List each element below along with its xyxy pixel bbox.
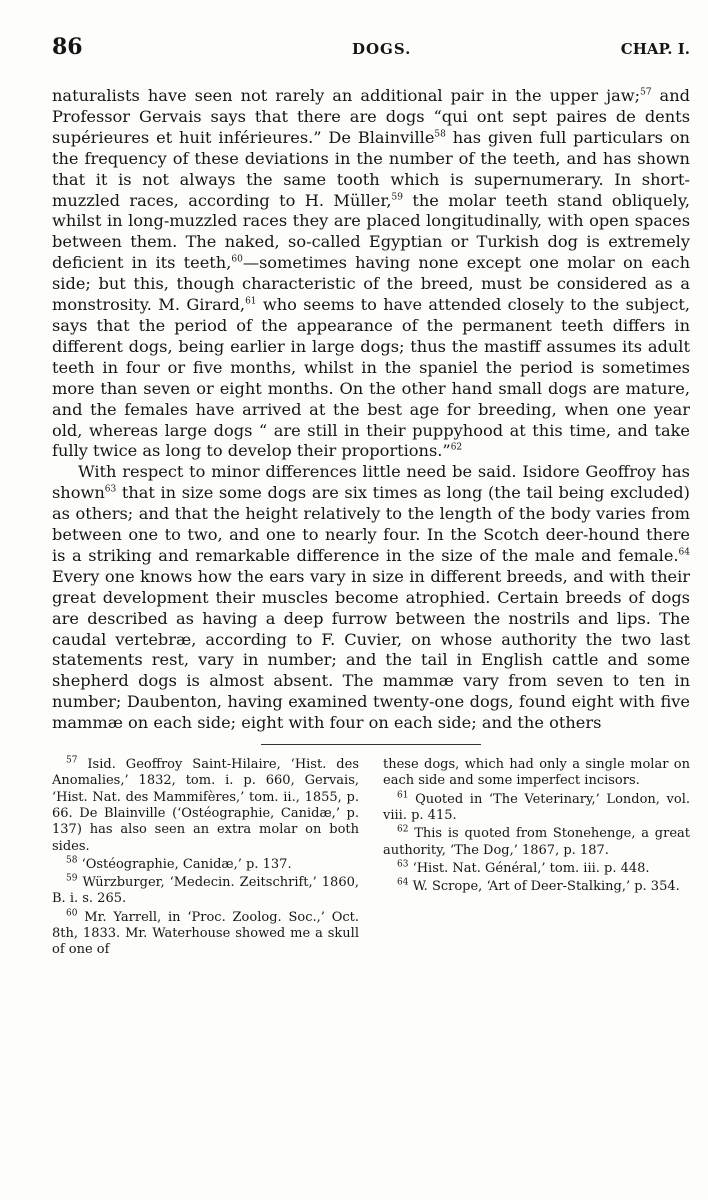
footnote-59 <box>52 875 359 908</box>
footnote-text: W. Scrope, ‘Art of Deer-Stalking,’ p. 354. <box>408 879 680 895</box>
footnote-57 <box>52 757 359 855</box>
footnote-column-left <box>52 757 359 961</box>
footnote-number: 62 <box>397 824 409 835</box>
footnote-text: Mr. Yarrell, in ‘Proc. Zoolog. Soc.,’ Oct. 8th, 1833. Mr. Waterhouse showed me a skull of one of <box>52 909 359 958</box>
text-run: naturalists have seen not rarely an additional pair in the upper jaw; <box>52 86 641 105</box>
main-text <box>52 86 690 734</box>
footnote-ref-60: 60 <box>231 254 243 265</box>
footnote-number: 59 <box>66 873 78 884</box>
footnote-column-right <box>383 757 690 961</box>
footnote-ref-57: 57 <box>640 87 652 98</box>
running-title: DOGS. <box>351 40 412 58</box>
text-run: With respect to minor differences little need be said. Isidore Geoffroy has shown <box>52 462 690 503</box>
footnote-text: Würzburger, ‘Medecin. Zeitschrift,’ 1860, B. i. s. 265. <box>52 875 359 907</box>
text-run: Every one knows how the ears vary in size in different breeds, and with their great development their muscles become atrophied. Certain breeds of dogs are described as having a deep furrow between the nostrils and lips. The caudal vertebræ, according to F. Cuvier, on whose authority the two last statements rest, vary in number; and the tail in English cattle and some shepherd dogs is almost absent. The mammæ vary from seven to ten in number; Daubenton, having examined twenty-one dogs, found eight with five mammæ on each side; eight with four on each side; and the others <box>52 566 690 733</box>
paragraph-1 <box>52 86 690 462</box>
footnote-text: Isid. Geoffroy Saint-Hilaire, ‘Hist. des Anomalies,’ 1832, tom. i. p. 660, Gervais, ‘Hist. Nat. des Mammifères,’ tom. ii., 1855, p. 66. De Blainville (‘Ostéographie, Canidæ,’ p. 137) has also seen an extra molar on both sides. <box>52 757 359 854</box>
footnote-ref-61: 61 <box>245 296 257 307</box>
chapter-label: CHAP. I. <box>620 40 690 58</box>
page-header <box>52 34 690 74</box>
footnote-number: 58 <box>66 855 78 866</box>
text-run: who seems to have attended closely to the subject, says that the period of the appearance of the permanent teeth differs in different dogs, being earlier in large dogs; thus the mastiff assumes its adult teeth in four or five months, whilst in the spaniel the period is sometimes more than seven or eight months. On the other hand small dogs are mature, and the females have arrived at the best age for breeding, when one year old, whereas large dogs “ are still in their puppyhood at this time, and take fully twice as long to develop their proportions.” <box>52 295 690 461</box>
footnote-58 <box>52 857 359 873</box>
footnote-number: 61 <box>397 790 409 801</box>
footnote-ref-62: 62 <box>450 443 463 454</box>
footnote-text: This is quoted from Stonehenge, a great authority, ‘The Dog,’ 1867, p. 187. <box>383 826 690 858</box>
footnote-ref-59: 59 <box>391 192 403 203</box>
text-run: and Professor Gervais says that there are dogs “qui ont sept paires de dents supérieures et huit inférieures.” De Blainville <box>52 86 690 147</box>
footnote-60-continued: these dogs, which had only a single molar on each side and some imperfect incisors. <box>383 757 690 789</box>
footnote-ref-64: 64 <box>678 547 690 558</box>
text-run: the molar teeth stand obliquely, whilst in long-muzzled races they are placed longitudinally, with open spaces between them. The naked, so-called Egyptian or Turkish dog is extremely deficient in its teeth, <box>52 190 690 273</box>
footnote-ref-63: 63 <box>104 484 117 495</box>
footnote-number: 57 <box>66 755 78 766</box>
footnote-ref-58: 58 <box>434 129 446 140</box>
page-number: 86 <box>52 34 83 60</box>
footnote-number: 63 <box>397 859 409 870</box>
text-run: —sometimes having none except one molar on each side; but this, though characteristic of the breed, must be considered as a monstrosity. M. Girard, <box>52 253 691 315</box>
footnote-divider <box>261 744 481 745</box>
paragraph-2 <box>52 462 690 734</box>
footnote-64 <box>383 879 690 895</box>
text-run: has given full particulars on the frequency of these deviations in the number of the teeth, and has shown that it is not always the same tooth which is supernumerary. In short-muzzled races, according to H. Müller, <box>52 127 690 210</box>
footnote-number: 64 <box>397 877 409 888</box>
footnote-text: Quoted in ‘The Veterinary,’ London, vol. viii. p. 415. <box>383 791 690 823</box>
footnote-number: 60 <box>66 908 78 919</box>
footnote-60 <box>52 910 359 959</box>
footnotes <box>52 757 690 961</box>
footnote-63 <box>383 861 690 877</box>
footnote-text: ‘Hist. Nat. Général,’ tom. iii. p. 448. <box>408 860 650 876</box>
text-run: that in size some dogs are six times as long (the tail being excluded) as others; and that the height relatively to the length of the body varies from between one to two, and one to nearly four. In the Scotch deer-hound there is a striking and remarkable difference in the size of the male and female. <box>52 483 690 565</box>
footnote-62 <box>383 826 690 859</box>
footnote-text: ‘Ostéographie, Canidæ,’ p. 137. <box>77 856 292 872</box>
footnote-61 <box>383 792 690 825</box>
